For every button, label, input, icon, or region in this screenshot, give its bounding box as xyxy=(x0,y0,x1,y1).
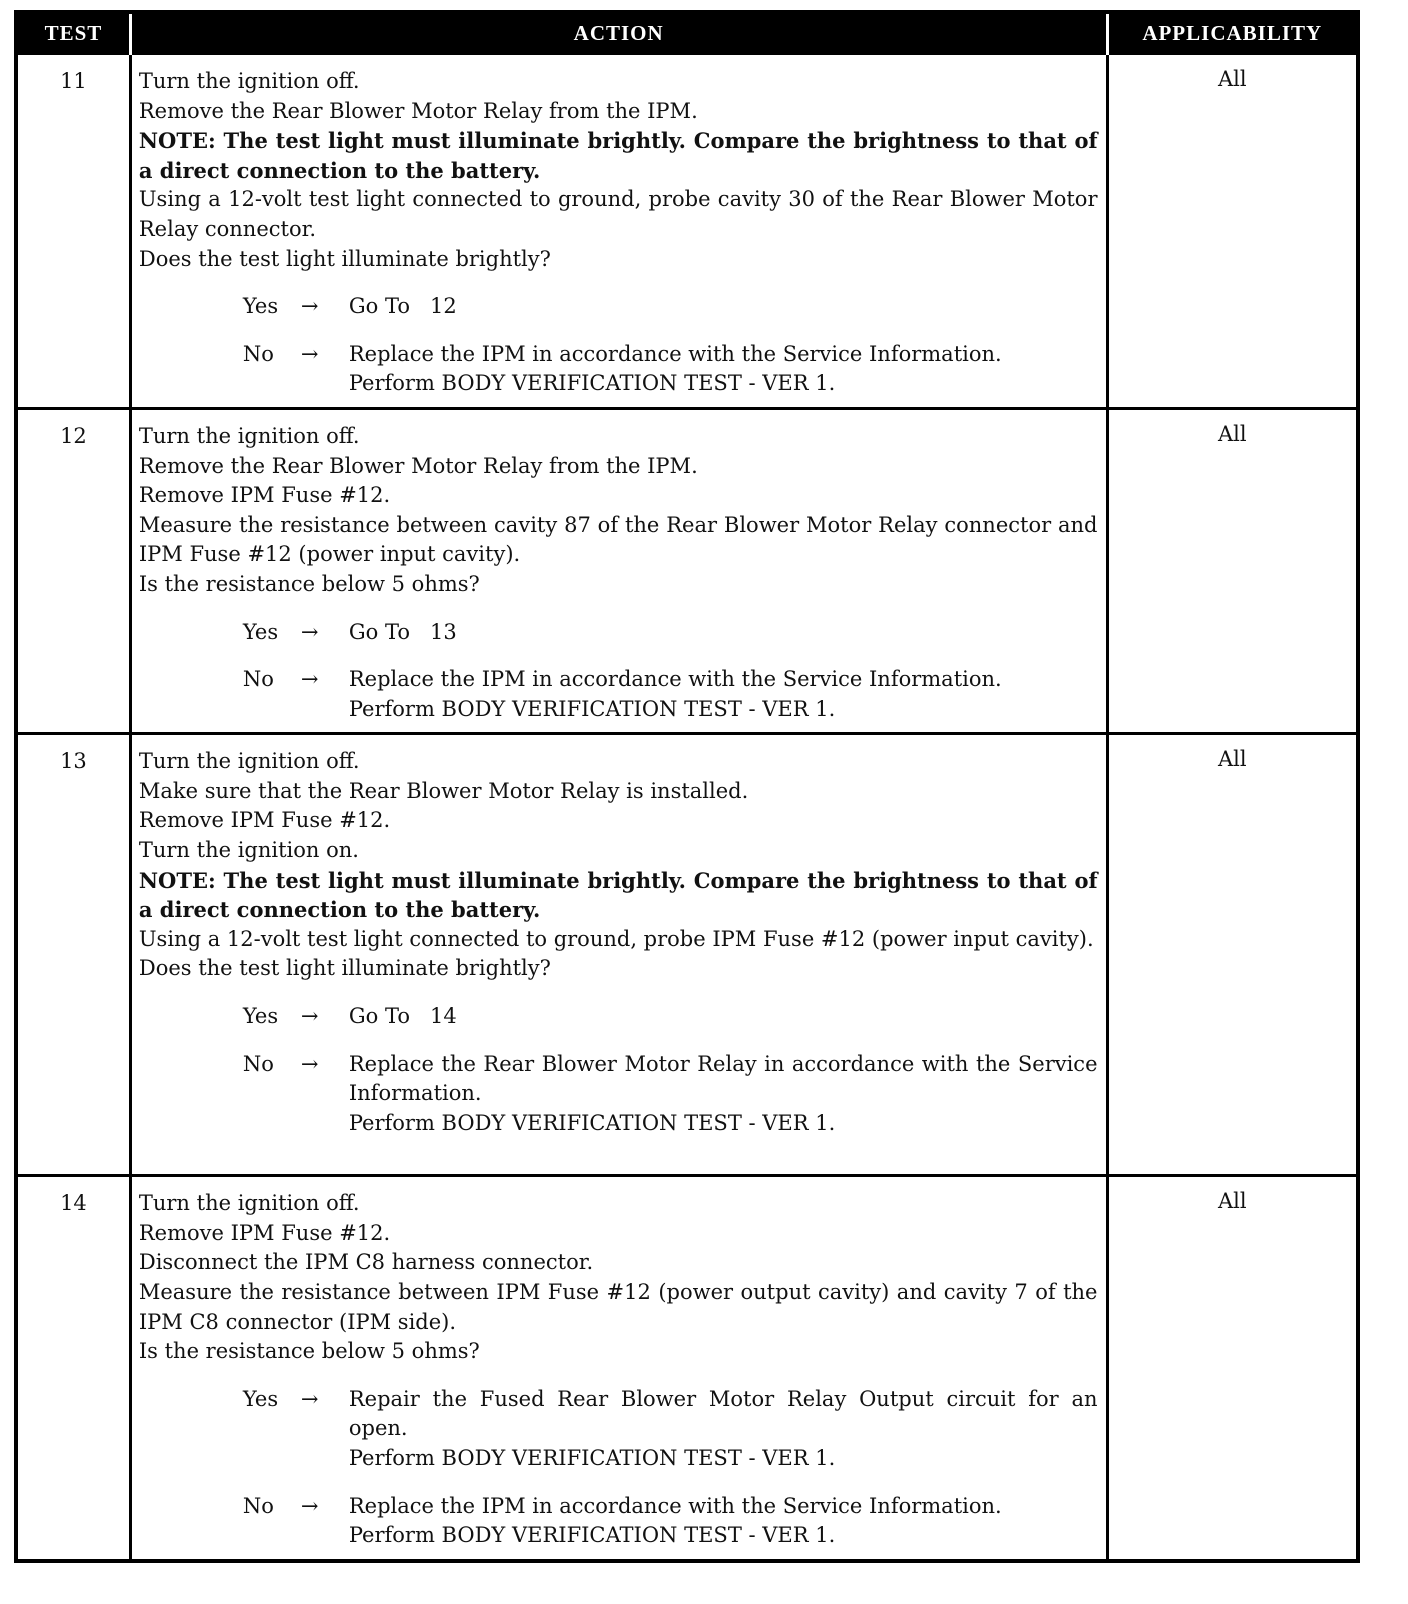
no-branch xyxy=(243,1492,1098,1551)
no-label: No xyxy=(242,1493,274,1518)
action-line: Remove IPM Fuse #12. xyxy=(138,483,391,508)
test-number: 11 xyxy=(16,54,130,409)
diagnostic-test-table xyxy=(14,10,1360,1563)
header-test: TEST xyxy=(16,12,130,54)
yes-text-2: Perform BODY VERIFICATION TEST - VER 1. xyxy=(348,1446,836,1471)
action-line: Turn the ignition off. xyxy=(138,1191,360,1216)
header-action: ACTION xyxy=(130,12,1107,54)
arrow-right-icon: → xyxy=(300,1386,319,1411)
header-applicability: APPLICABILITY xyxy=(1107,12,1358,54)
no-text: Replace the IPM in accordance with the Service Information. xyxy=(348,667,1002,692)
action-line: Make sure that the Rear Blower Motor Relay is installed. xyxy=(138,778,749,803)
action-line: Does the test light illuminate brightly? xyxy=(138,956,551,981)
yes-text: Go To 13 xyxy=(348,619,457,644)
action-line: Turn the ignition on. xyxy=(138,838,359,863)
yes-branch xyxy=(243,1002,1098,1032)
yes-label: Yes xyxy=(242,619,279,644)
arrow-right-icon: → xyxy=(300,619,319,644)
action-line: Using a 12-volt test light connected to ground, probe cavity 30 of the Rear Blower Motor Relay connector. xyxy=(138,187,1098,241)
yes-label: Yes xyxy=(242,294,279,319)
action-line: Turn the ignition off. xyxy=(138,69,360,93)
arrow-right-icon: → xyxy=(300,294,319,319)
note-text: NOTE: The test light must illuminate brightly. Compare the brightness to that of a direct connection to the battery. xyxy=(138,128,1098,183)
action-line: Remove the Rear Blower Motor Relay from the IPM. xyxy=(138,453,698,478)
action-line: Remove the Rear Blower Motor Relay from the IPM. xyxy=(138,98,698,123)
table-row xyxy=(16,734,1358,1176)
yes-text: Go To 12 xyxy=(348,294,457,319)
no-branch xyxy=(243,665,1098,724)
action-line: Disconnect the IPM C8 harness connector. xyxy=(138,1250,594,1275)
no-text-2: Perform BODY VERIFICATION TEST - VER 1. xyxy=(348,696,836,721)
no-label: No xyxy=(242,667,274,692)
no-branch xyxy=(243,340,1098,399)
arrow-right-icon: → xyxy=(300,1004,319,1029)
yes-branch xyxy=(243,618,1098,648)
arrow-right-icon: → xyxy=(300,1051,319,1076)
yes-text: Go To 14 xyxy=(348,1004,457,1029)
action-line: Remove IPM Fuse #12. xyxy=(138,1220,391,1245)
applicability-value: All xyxy=(1107,54,1358,409)
action-line: Turn the ignition off. xyxy=(138,423,360,448)
no-label: No xyxy=(242,1051,274,1076)
action-line: Measure the resistance between cavity 87 of the Rear Blower Motor Relay connector and IPM Fuse #12 (power input cavity). xyxy=(138,512,1098,567)
yes-branch xyxy=(243,292,1098,322)
applicability-value: All xyxy=(1107,734,1358,1176)
table-header-row xyxy=(16,12,1358,54)
note-text: NOTE: The test light must illuminate brightly. Compare the brightness to that of a direct connection to the battery. xyxy=(138,867,1098,923)
no-text-2: Perform BODY VERIFICATION TEST - VER 1. xyxy=(348,371,836,396)
yes-text: Repair the Fused Rear Blower Motor Relay Output circuit for an open. xyxy=(348,1386,1098,1441)
no-text: Replace the Rear Blower Motor Relay in accordance with the Service Information. xyxy=(348,1051,1098,1106)
action-line: Measure the resistance between IPM Fuse #12 (power output cavity) and cavity 7 of the IPM C8 connector (IPM side). xyxy=(138,1280,1098,1334)
table-row xyxy=(16,1176,1358,1561)
action-line: Using a 12-volt test light connected to ground, probe IPM Fuse #12 (power input cavity). xyxy=(138,926,1094,951)
no-text: Replace the IPM in accordance with the Service Information. xyxy=(348,1493,1002,1518)
no-branch xyxy=(243,1050,1098,1139)
table-row xyxy=(16,408,1358,733)
applicability-value: All xyxy=(1107,408,1358,733)
no-text-2: Perform BODY VERIFICATION TEST - VER 1. xyxy=(348,1110,836,1135)
applicability-value: All xyxy=(1107,1176,1358,1561)
yes-label: Yes xyxy=(242,1004,279,1029)
action-cell xyxy=(130,408,1107,733)
action-cell xyxy=(130,734,1107,1176)
action-cell xyxy=(130,54,1107,409)
action-line: Turn the ignition off. xyxy=(138,749,360,774)
action-line: Does the test light illuminate brightly? xyxy=(138,246,551,271)
arrow-right-icon: → xyxy=(300,341,319,366)
action-line: Remove IPM Fuse #12. xyxy=(138,808,391,833)
yes-label: Yes xyxy=(242,1386,279,1411)
test-number: 13 xyxy=(16,734,130,1176)
action-cell xyxy=(130,1176,1107,1561)
no-label: No xyxy=(242,341,274,366)
action-line: Is the resistance below 5 ohms? xyxy=(138,1339,480,1364)
test-number: 14 xyxy=(16,1176,130,1561)
no-text-2: Perform BODY VERIFICATION TEST - VER 1. xyxy=(348,1523,836,1548)
yes-branch xyxy=(243,1385,1098,1474)
arrow-right-icon: → xyxy=(300,1493,319,1518)
table-row xyxy=(16,54,1358,409)
no-text: Replace the IPM in accordance with the Service Information. xyxy=(348,341,1002,366)
arrow-right-icon: → xyxy=(300,667,319,692)
action-line: Is the resistance below 5 ohms? xyxy=(138,571,480,596)
test-number: 12 xyxy=(16,408,130,733)
